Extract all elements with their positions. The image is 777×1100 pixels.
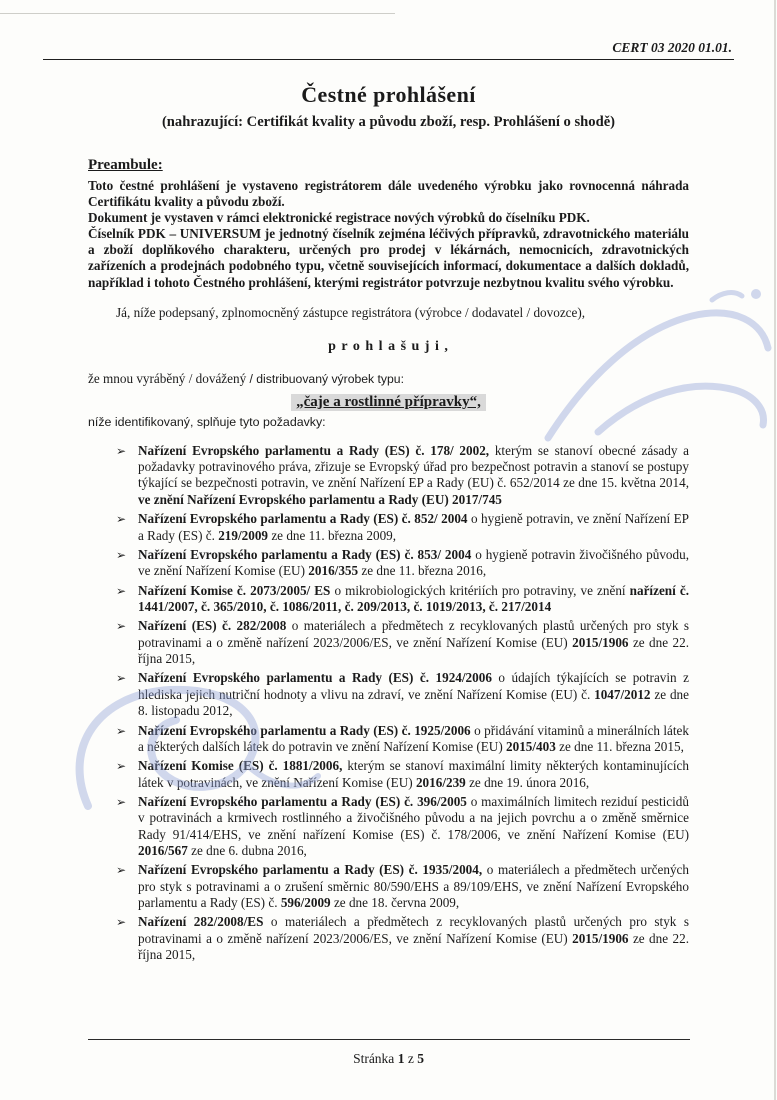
document-subtitle: (nahrazující: Certifikát kvality a původu zboží, resp. Prohlášení o shodě)	[161, 114, 616, 130]
footer-page-number: 1	[397, 1051, 405, 1066]
product-type-lead	[88, 371, 689, 387]
arrow-bullet-icon: ➢	[116, 583, 127, 598]
arrow-bullet-icon: ➢	[116, 863, 127, 878]
footer-total-pages: 5	[417, 1051, 424, 1066]
requirement-text: ze dne 11. března 2015,	[555, 738, 684, 754]
requirement-text: kterým se stanoví obecné zásady a požadavky potravinového práva, zřizuje se Evropský úřad pro bezpečnost potravin a stanoví se postupy týkající se bezpečnosti potravin, ve znění Nařízení EP a Rady (EU) č. 652/2014 ze dne 15. května 2014,	[138, 442, 689, 491]
requirements-lead: níže identifikovaný, splňuje tyto požadavky:	[88, 414, 326, 429]
requirement-item	[116, 511, 689, 544]
requirement-regulation-ref: Nařízení Evropského parlamentu a Rady (ES) č. 1925/2006	[138, 722, 471, 738]
document-body	[88, 82, 689, 964]
requirement-regulation-ref: Nařízení Evropského parlamentu a Rady (ES) č. 178/ 2002,	[138, 442, 490, 458]
arrow-bullet-icon: ➢	[116, 915, 127, 930]
declaration-intro: Já, níže podepsaný, zplnomocněný zástupce registrátora (výrobce / dodavatel / dovozce),	[116, 304, 586, 320]
page-title: Čestné prohlášení	[301, 82, 476, 107]
requirement-regulation-ref: 2016/355	[308, 563, 359, 579]
requirement-item	[116, 670, 689, 719]
preamble-paragraph: Číselník PDK – UNIVERSUM je jednotný číselník zejména léčivých přípravků, zdravotnického materiálu a zboží doplňkového charakteru, určených pro prodej v lékárnách, nemocnicích, zdravotnických zařízeních a prodejnách podobného typu, včetně souvisejících informací, dokumentace a dalších dokladů, například i tohoto Čestného prohlášení, kterými registrátor potvrzuje nezbytnou kvalitu svého výrobku.	[88, 226, 689, 290]
arrow-bullet-icon: ➢	[116, 443, 127, 458]
requirement-text: ze dne 18. června 2009,	[330, 895, 460, 911]
scan-artifact-right	[774, 0, 776, 1100]
requirement-text: ze dne 11. března 2009,	[268, 527, 397, 543]
requirement-item	[116, 443, 689, 508]
header-rule	[43, 59, 734, 60]
page-footer	[0, 1051, 777, 1067]
requirement-item	[116, 618, 689, 667]
arrow-bullet-icon: ➢	[116, 759, 127, 774]
arrow-bullet-icon: ➢	[116, 671, 127, 686]
requirement-item	[116, 794, 689, 859]
requirement-regulation-ref: Nařízení Evropského parlamentu a Rady (ES) č. 1924/2006	[138, 670, 492, 686]
declaration-verb: p r o h l a š u j i ,	[328, 338, 449, 354]
requirement-item	[116, 583, 689, 616]
requirement-item	[116, 547, 689, 580]
requirement-regulation-ref: Nařízení Evropského parlamentu a Rady (ES) č. 852/ 2004	[138, 511, 468, 527]
requirement-text: o materiálech a předmětech určených pro styk s potravinami a o zrušení směrnic 80/590/EHS a 89/109/EHS, ve znění Nařízení Evropského parlamentu a Rady (ES) č.	[138, 862, 689, 911]
arrow-bullet-icon: ➢	[116, 512, 127, 527]
requirement-text: ze dne 22. října 2015,	[138, 634, 689, 667]
requirement-regulation-ref: 2016/239	[415, 774, 466, 790]
product-lead-sans: / distribuovaný výrobek typu:	[249, 371, 404, 386]
requirement-item	[116, 723, 689, 756]
requirement-regulation-ref: 596/2009	[280, 895, 331, 911]
requirement-text: o hygieně potravin živočišného původu, ve znění Nařízení Komise (EU)	[138, 546, 689, 579]
requirement-text: ze dne 8. listopadu 2012,	[138, 686, 689, 719]
requirement-text: o materiálech a předmětech z recyklovaných plastů určených pro styk s potravinami a o změně nařízení 2023/2006/ES, ve znění Nařízení Komise (EU)	[138, 914, 689, 946]
requirement-regulation-ref: 2015/1906	[572, 930, 629, 946]
requirement-text: o přidávání vitaminů a minerálních látek a některých dalších látek do potravin ve znění Nařízení Komise (EU)	[138, 722, 690, 754]
requirement-text: ze dne 19. února 2016,	[465, 774, 590, 790]
requirement-text: o údajích týkajících se potravin z hlediska jejich nutriční hodnoty a vlivu na zdraví, ve znění Nařízení Komise (EU) č.	[138, 670, 689, 702]
product-lead-serif: že mnou vyráběný / dovážený	[88, 370, 247, 386]
document-code: CERT 03 2020 01.01.	[612, 40, 732, 55]
requirement-regulation-ref: Nařízení Evropského parlamentu a Rady (ES) č. 853/ 2004	[138, 546, 472, 562]
requirement-regulation-ref: 1047/2012	[594, 686, 651, 702]
requirement-regulation-ref: Nařízení (ES) č. 282/2008	[138, 618, 287, 634]
requirement-text: o mikrobiologických kritériích pro potraviny, ve znění	[330, 582, 630, 598]
arrow-bullet-icon: ➢	[116, 547, 127, 562]
preamble-heading: Preambule:	[88, 157, 163, 173]
preamble-paragraph: Dokument je vystaven v rámci elektronické registrace nových výrobků do číselníku PDK.	[88, 210, 590, 226]
requirement-text: o maximálních limitech reziduí pesticidů v potravinách a krmivech rostlinného a živočišného původu a na jejich povrchu a o změně směrnice Rady 91/414/EHS, ve znění nařízení Komise (ES) č. 178/2006, ve znění Nařízení Komise (EU)	[138, 793, 689, 842]
requirement-text: o materiálech a předmětech z recyklovaných plastů určených pro styk s potravinami a o změně nařízení 2023/2006/ES, ve znění Nařízení Komise (EU)	[138, 618, 689, 650]
requirement-text: ze dne 6. dubna 2016,	[187, 843, 307, 859]
footer-separator: z	[404, 1051, 418, 1066]
requirement-text: ze dne 22. října 2015,	[138, 930, 689, 963]
requirement-regulation-ref: Nařízení Komise č. 2073/2005/ ES	[138, 582, 331, 598]
requirement-text: kterým se stanoví maximální limity některých kontaminujících látek v potravinách, ve znění Nařízení Komise (EU)	[138, 758, 689, 790]
requirement-regulation-ref: Nařízení Evropského parlamentu a Rady (ES) č. 396/2005	[138, 793, 467, 809]
requirement-regulation-ref: Nařízení 282/2008/ES	[138, 914, 264, 930]
requirements-list	[116, 443, 689, 964]
scan-artifact-top	[0, 13, 395, 14]
preamble-paragraph: Toto čestné prohlášení je vystaveno registrátorem dále uvedeného výrobku jako rovnocenná náhrada Certifikátu kvality a původu zboží.	[88, 178, 689, 210]
footer-label: Stránka	[353, 1051, 398, 1066]
footer-rule	[88, 1039, 690, 1040]
requirement-regulation-ref: Nařízení Evropského parlamentu a Rady (ES) č. 1935/2004,	[138, 862, 483, 878]
arrow-bullet-icon: ➢	[116, 619, 127, 634]
requirement-regulation-ref: Nařízení Komise (ES) č. 1881/2006,	[138, 758, 343, 774]
requirement-regulation-ref: ve znění Nařízení Evropského parlamentu a Rady (EU) 2017/745	[138, 491, 502, 507]
requirement-regulation-ref: 2015/1906	[572, 634, 629, 650]
arrow-bullet-icon: ➢	[116, 794, 127, 809]
requirement-item	[116, 862, 689, 911]
product-name-highlighted: „čaje a rostlinné přípravky“,	[291, 394, 486, 411]
requirement-regulation-ref: nařízení č. 1441/2007, č. 365/2010, č. 1086/2011, č. 209/2013, č. 1019/2013, č. 217/2014	[138, 582, 689, 614]
product-line	[88, 393, 689, 411]
requirement-regulation-ref: 2016/567	[138, 843, 188, 859]
requirement-text: o hygieně potravin, ve znění Nařízení EP a Rady (ES) č.	[138, 511, 690, 543]
requirement-item	[116, 758, 689, 791]
preamble-section	[88, 178, 689, 291]
arrow-bullet-icon: ➢	[116, 723, 127, 738]
requirement-text: ze dne 11. března 2016,	[358, 563, 487, 579]
requirement-regulation-ref: 219/2009	[218, 527, 269, 543]
requirement-regulation-ref: 2015/403	[506, 738, 556, 754]
requirement-item	[116, 914, 689, 963]
